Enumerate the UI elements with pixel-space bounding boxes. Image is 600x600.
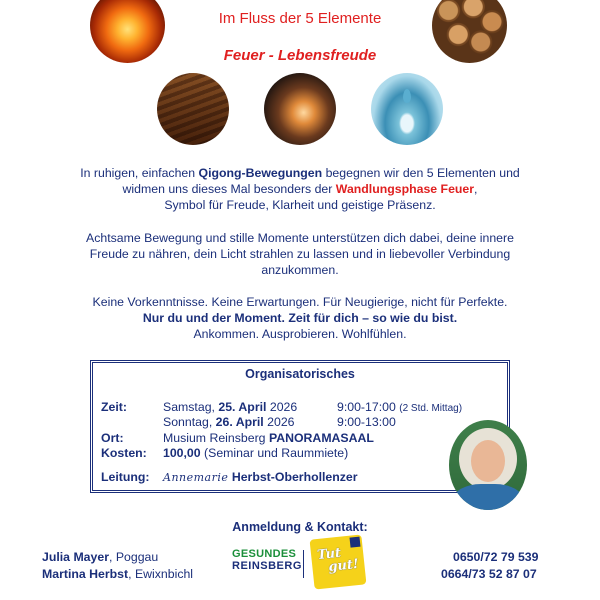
zeit-label: Zeit: [101,400,127,414]
motto-bold-line: Nur du und der Moment. Zeit für dich – so wie du bist. [142,311,458,325]
contact-name: Julia Mayer [42,550,109,564]
year: 2026 [269,400,298,414]
portrait-photo [449,420,527,510]
venue-room: PANORAMASAAL [268,431,374,445]
motto-line: Keine Vorkenntnisse. Keine Erwartungen. Für Neugierige, nicht für Perfekte. [92,295,508,309]
logo-line: REINSBERG [232,560,302,572]
contact-person-2 [42,567,193,581]
description-line: anzukommen. [261,263,339,277]
date: 25. April [218,400,267,414]
ort-label: Ort: [101,431,124,445]
date-row-1 [163,400,297,414]
logo-line: gut! [327,556,360,575]
contact-place: , Ewixnbichl [128,567,194,581]
date: 26. April [215,415,264,429]
contact-name: Martina Herbst [42,567,129,581]
description-line: Freude zu nähren, dein Licht strahlen zu lassen und in liebevoller Verbindung [89,247,511,261]
day: Samstag, [163,400,215,414]
contact-phone-2[interactable]: 0664/73 52 87 07 [441,567,537,581]
contact-person-1 [42,550,158,564]
signature: Annemarie [163,471,229,484]
water-drop-icon [403,89,411,103]
date-row-2 [163,415,295,429]
contact-phone-1[interactable]: 0650/72 79 539 [453,550,539,564]
year: 2026 [267,415,295,429]
earth-image [157,73,229,145]
motto-line: Ankommen. Ausprobieren. Wohlfühlen. [193,327,407,341]
motto-paragraph [20,294,580,342]
ort-value [163,431,374,445]
price: 100,00 [163,446,201,460]
time-row-1 [337,400,462,414]
logo-divider [303,550,304,578]
kosten-label: Kosten: [101,446,147,460]
time-row-2 [337,415,396,429]
leader-name: Herbst-Oberhollenzer [231,470,358,484]
intro-text: Symbol für Freude, Klarheit und geistige Präsenz. [164,198,436,212]
contact-place: , Poggau [109,550,159,564]
logo-line: GESUNDES [232,548,297,560]
day: Sonntag, [163,415,213,429]
metal-image [264,73,336,145]
description-line: Achtsame Bewegung und stille Momente unterstützen dich dabei, deine innere [86,231,514,245]
time: 9:00-17:00 [337,400,396,414]
intro-text: In ruhigen, einfachen [80,166,199,180]
gesundes-reinsberg-logo [232,548,302,572]
description-paragraph [20,230,580,278]
tut-gut-logo [310,534,367,589]
intro-highlight: Qigong-Bewegungen [198,166,323,180]
intro-text: widmen uns dieses Mal besonders der [122,182,336,196]
intro-fire-highlight: Wandlungsphase Feuer [335,182,475,196]
leitung-label: Leitung: [101,470,150,484]
kosten-value [163,446,348,460]
intro-text: , [474,182,478,196]
intro-paragraph [20,165,580,213]
intro-text: begegnen wir den 5 Elementen und [322,166,520,180]
page-subtitle: Feuer - Lebensfreude [223,47,377,64]
logo-line: Tut [316,545,342,564]
water-image [371,73,443,145]
contact-heading: Anmeldung & Kontakt: [232,520,368,534]
price-note: (Seminar und Raummiete) [200,446,349,460]
venue: Musium Reinsberg [163,431,269,445]
time: 9:00-13:00 [337,415,396,429]
time-note: (2 Std. Mittag) [399,403,463,414]
page-title: Im Fluss der 5 Elemente [218,10,382,27]
leitung-value [163,470,358,484]
organisation-title: Organisatorisches [245,367,355,381]
